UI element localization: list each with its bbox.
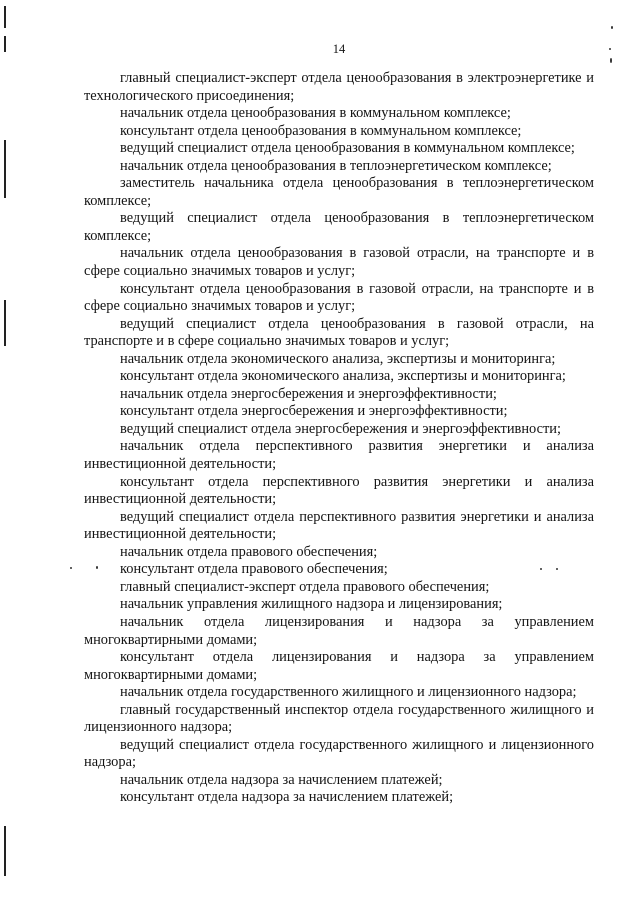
paragraph: начальник отдела государственного жилищного и лицензионного надзора; <box>120 684 577 701</box>
paragraph: главный специалист-эксперт отдела правового обеспечения; <box>120 578 490 595</box>
scan-speck <box>610 58 612 63</box>
paragraph: начальник отдела надзора за начислением платежей; <box>120 771 443 788</box>
paragraph: главный государственный инспектор отдела государственного жилищного и лицензионного надзора; <box>84 701 594 736</box>
paragraph: начальник отдела ценообразования в теплоэнергетическом комплексе; <box>120 157 552 174</box>
scan-margin-mark <box>4 36 6 52</box>
paragraph: консультант отдела ценообразования в газовой отрасли, на транспорте и в сфере социально значимых товаров и услуг; <box>84 280 594 315</box>
document-body <box>84 70 594 807</box>
paragraph: ведущий специалист отдела ценообразования в газовой отрасли, на транспорте и в сфере социально значимых товаров и услуг; <box>84 315 594 350</box>
scan-margin-mark <box>4 6 6 28</box>
scan-margin-mark <box>4 826 6 876</box>
paragraph: начальник отдела энергосбережения и энергоэффективности; <box>120 385 497 402</box>
paragraph: начальник отдела ценообразования в коммунальном комплексе; <box>120 105 511 122</box>
paragraph: главный специалист-эксперт отдела ценообразования в электроэнергетике и технологического присоединения; <box>84 70 594 104</box>
scan-speck <box>609 48 611 50</box>
scan-margin-mark <box>4 300 6 346</box>
paragraph: начальник отдела перспективного развития энергетики и анализа инвестиционной деятельности; <box>84 438 594 473</box>
paragraph: консультант отдела перспективного развития энергетики и анализа инвестиционной деятельности; <box>84 473 594 508</box>
paragraph: консультант отдела экономического анализа, экспертизы и мониторинга; <box>120 368 566 385</box>
scan-margin-mark <box>4 140 6 198</box>
scan-speck <box>540 568 542 570</box>
scan-speck <box>70 567 72 569</box>
paragraph: начальник отдела экономического анализа, экспертизы и мониторинга; <box>120 350 556 367</box>
scan-speck <box>556 568 558 570</box>
paragraph: консультант отдела ценообразования в коммунальном комплексе; <box>120 122 522 139</box>
paragraph: консультант отдела надзора за начислением платежей; <box>120 789 454 806</box>
paragraph: начальник отдела ценообразования в газовой отрасли, на транспорте и в сфере социально значимых товаров и услуг; <box>84 245 594 280</box>
paragraph: ведущий специалист отдела ценообразования в коммунальном комплексе; <box>120 140 575 157</box>
paragraph: консультант отдела лицензирования и надзора за управлением многоквартирными домами; <box>84 649 594 683</box>
paragraph: начальник управления жилищного надзора и лицензирования; <box>120 596 503 613</box>
paragraph: ведущий специалист отдела ценообразования в теплоэнергетическом комплексе; <box>84 210 594 244</box>
paragraph: консультант отдела правового обеспечения; <box>120 561 388 578</box>
paragraph: начальник отдела правового обеспечения; <box>120 543 378 560</box>
paragraph: консультант отдела энергосбережения и энергоэффективности; <box>120 403 508 420</box>
paragraph: ведущий специалист отдела государственного жилищного и лицензионного надзора; <box>84 736 594 771</box>
scan-speck <box>96 566 98 569</box>
paragraph: ведущий специалист отдела энергосбережения и энергоэффективности; <box>120 420 561 437</box>
page-number: 14 <box>332 42 346 56</box>
paragraph: заместитель начальника отдела ценообразования в теплоэнергетическом комплексе; <box>84 175 594 209</box>
scan-speck <box>611 26 613 29</box>
paragraph: ведущий специалист отдела перспективного развития энергетики и анализа инвестиционной деятельности; <box>84 508 594 543</box>
paragraph: начальник отдела лицензирования и надзора за управлением многоквартирными домами; <box>84 613 594 648</box>
